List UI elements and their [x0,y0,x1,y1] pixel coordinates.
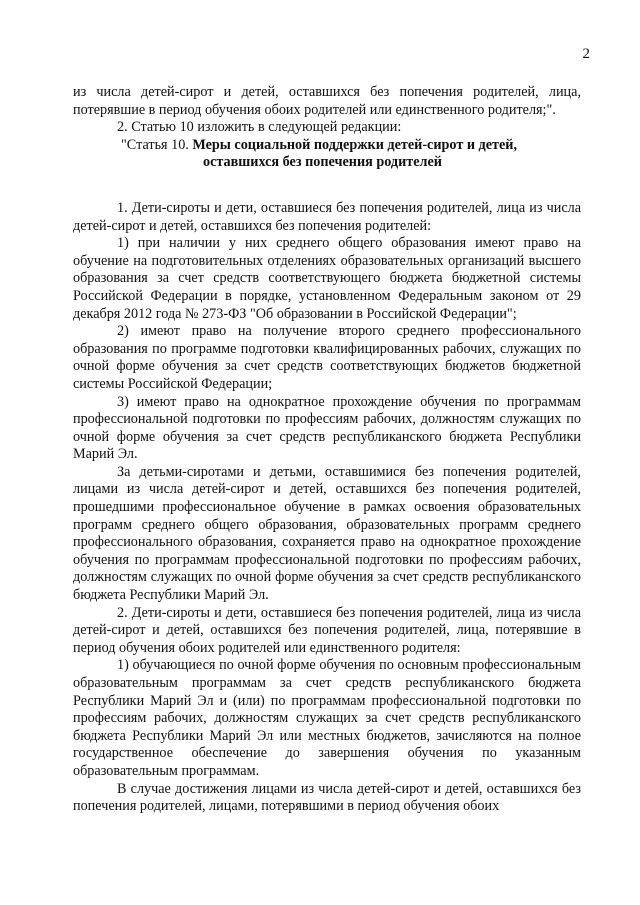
paragraph-continuation: из числа детей-сирот и детей, оставшихся без попечения родителей, лица, потерявшие в период обучения обоих родителей или единственного родителя;". [73,84,581,118]
article-heading [73,137,581,155]
paragraph-subitem-3: 3) имеют право на однократное прохождение обучения по программам профессиональной подготовки по профессиям рабочих, должностям служащих по очной форме обучения за счет средств республиканского бюджета Республики Марий Эл. [73,393,581,463]
paragraph-retention-right: За детьми-сиротами и детьми, оставшимися без попечения родителей, лицами из числа детей-сирот и детей, оставшихся без попечения родителей, прошедшими профессиональное обучение в рамках освоения образовательных программ среднего общего образования, образовательных программ среднего профессионального образования, сохраняется право на однократное прохождение обучения по программам профессиональной подготовки по профессиям рабочих, должностям служащих по очной форме обучения за счет средств республиканского бюджета Республики Марий Эл. [73,463,581,604]
paragraph-item-1: 1. Дети-сироты и дети, оставшиеся без попечения родителей, лица из числа детей-сирот и детей, оставшихся без попечения родителей: [73,199,581,234]
paragraph-amendment-intro: 2. Статью 10 изложить в следующей редакции: [117,119,402,136]
paragraph-subitem-1: 1) при наличии у них среднего общего образования имеют право на обучение на подготовительных отделениях образовательных организаций высшего образования за счет средств соответствующего бюджета бюджетной системы Российской Федерации в порядке, установленном Федеральным законом от 29 декабря 2012 года № 273-ФЗ "Об образовании в Российской Федерации"; [73,235,581,322]
spacer [73,172,581,200]
paragraph-case: В случае достижения лицами из числа детей-сирот и детей, оставшихся без попечения родителей, лицами, потерявшими в период обучения обоих [73,780,581,815]
page-number: 2 [582,46,590,62]
paragraph-subitem-2-1: 1) обучающиеся по очной форме обучения по основным профессиональным образовательным программам за счет средств республиканского бюджета Республики Марий Эл и (или) по программам профессиональной подготовки по профессиям рабочих, должностям служащих за счет средств республиканского бюджета Республики Марий Эл или местных бюджетов, зачисляются на полное государственное обеспечение до завершения обучения по указанным образовательным программам. [73,657,581,779]
paragraph-item-2: 2. Дети-сироты и дети, оставшиеся без попечения родителей, лица из числа детей-сирот и детей, оставшихся без попечения родителей, лица, потерявшие в период обучения обоих родителей или единственного родителя: [73,604,581,656]
article-heading-lead: "Статья 10. [121,136,193,153]
document-body [73,84,581,816]
article-heading-title-line2: оставшихся без попечения родителей [203,154,442,171]
article-heading-title: Меры социальной поддержки детей-сирот и детей, [192,136,518,153]
paragraph-subitem-2: 2) имеют право на получение второго среднего профессионального образования по программе подготовки квалифицированных рабочих, служащих по очной форме обучения за счет средств соответствующих бюджетов бюджетной системы Российской Федерации; [73,323,581,392]
